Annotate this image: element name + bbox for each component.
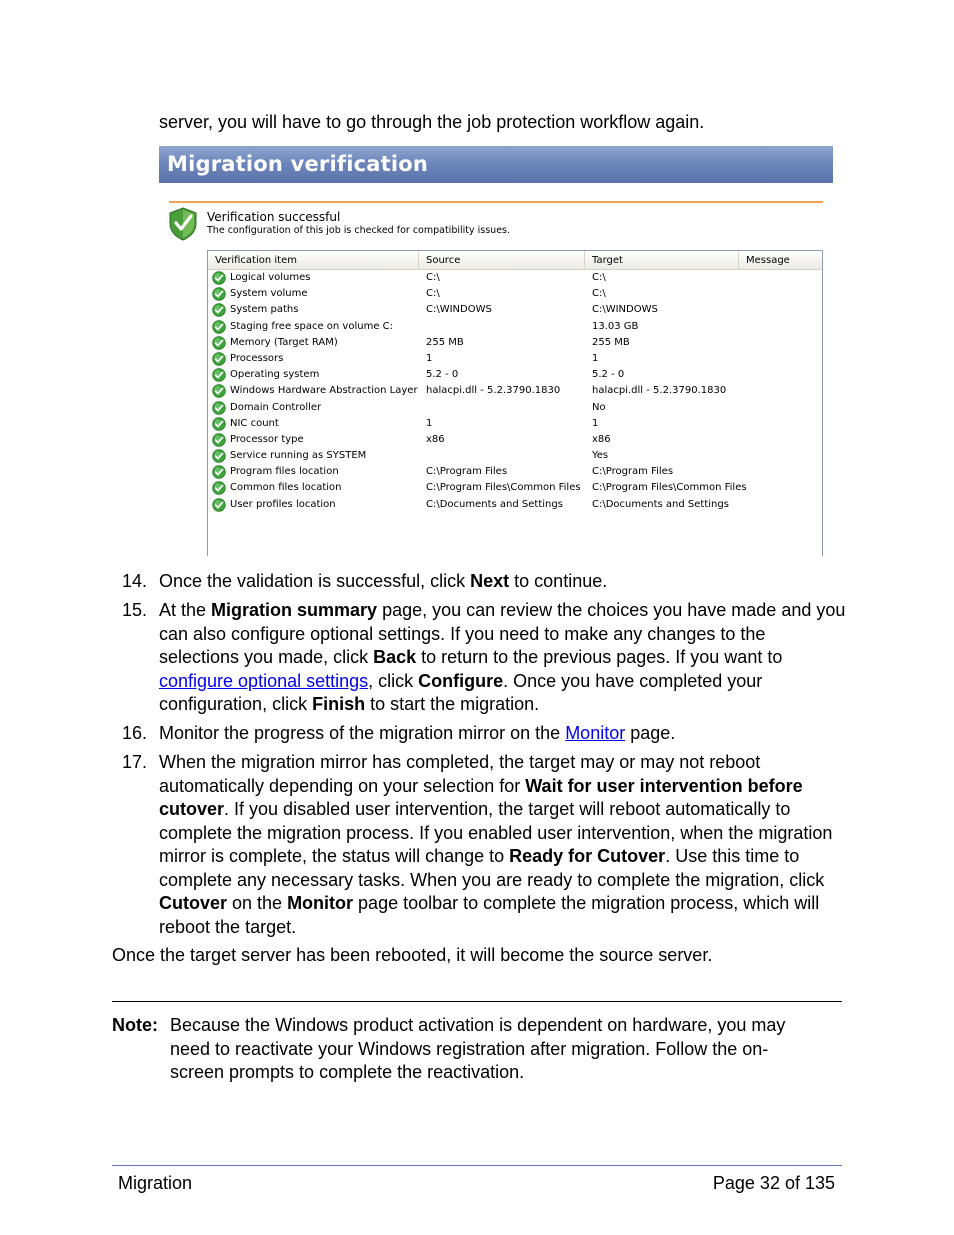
- note-text: Because the Windows product activation is dependent on hardware, you may need to reactivate your Windows registration after migration. Follow the on-screen prompts to complete the reactivation.: [170, 1015, 786, 1082]
- source-cell: C:\: [426, 288, 440, 300]
- source-cell: C:\Program Files\Common Files: [426, 482, 581, 494]
- list-item[interactable]: [208, 432, 822, 448]
- footer-page-number: Page 32 of 135: [712, 1173, 835, 1193]
- verification-item-cell: Logical volumes: [230, 272, 311, 283]
- source-cell: C:\Program Files: [426, 466, 508, 478]
- step-text: page, you can review the choices you have made and you can also configure optional settings. If you need to make any changes to the selections you made, click: [159, 600, 846, 667]
- list-item[interactable]: [208, 464, 822, 480]
- check-circle-icon: [212, 303, 226, 317]
- footer-section-title: Migration: [118, 1173, 193, 1193]
- step-16: [159, 722, 849, 746]
- step-number: 15.: [122, 600, 148, 620]
- verification-item-cell: Operating system: [230, 369, 320, 381]
- bold-term: Migration summary: [211, 600, 378, 620]
- step-text: to start the migration.: [365, 694, 540, 714]
- check-circle-icon: [212, 271, 226, 285]
- source-cell: halacpi.dll - 5.2.3790.1830: [426, 385, 561, 397]
- target-cell: C:\Documents and Settings: [592, 498, 729, 510]
- verification-status-title: Verification successful: [207, 210, 341, 224]
- bold-term: Ready for Cutover: [509, 846, 666, 866]
- target-cell: halacpi.dll - 5.2.3790.1830: [592, 385, 727, 397]
- source-cell: C:\Documents and Settings: [426, 498, 563, 510]
- step-text: . Use this time to complete any necessary tasks. When you are ready to complete the migration, click: [159, 846, 825, 890]
- step-text: At the: [159, 600, 212, 620]
- list-header: [208, 251, 822, 270]
- column-header-verification-item[interactable]: Verification item: [208, 251, 419, 269]
- bold-term: Cutover: [159, 893, 228, 913]
- list-item[interactable]: [208, 351, 822, 367]
- bold-term: Monitor: [287, 893, 354, 913]
- check-circle-icon: [212, 498, 226, 512]
- target-cell: 1: [592, 417, 599, 429]
- monitor-link[interactable]: Monitor: [565, 723, 626, 743]
- target-cell: x86: [592, 433, 611, 445]
- check-circle-icon: [212, 352, 226, 366]
- step-text: Monitor the progress of the migration mirror on the: [159, 723, 566, 743]
- step-text: page toolbar to complete the migration process, which will reboot the target.: [159, 893, 820, 937]
- list-item[interactable]: [208, 302, 822, 318]
- step-text: . If you disabled user intervention, the target will reboot automatically to complete the migration process. If you enabled user intervention, when the migration mirror is complete, the status will change to: [159, 799, 833, 866]
- check-circle-icon: [212, 384, 226, 398]
- verification-list[interactable]: [207, 250, 823, 556]
- screenshot-title: Migration verification: [159, 146, 833, 183]
- target-cell: C:\Program Files\Common Files: [592, 482, 747, 494]
- target-cell: C:\: [592, 272, 606, 283]
- source-cell: 5.2 - 0: [426, 369, 459, 381]
- step-number: 16.: [122, 723, 148, 743]
- step-14: [159, 570, 849, 594]
- step-text: on the: [227, 893, 288, 913]
- verification-item-cell: Program files location: [230, 466, 339, 478]
- target-cell: C:\: [592, 288, 606, 300]
- step-text: to return to the previous pages. If you want to: [416, 647, 783, 667]
- verification-item-cell: Memory (Target RAM): [230, 336, 338, 348]
- bold-term: Configure: [418, 670, 504, 691]
- list-item[interactable]: [208, 286, 822, 302]
- verification-item-cell: Common files location: [230, 482, 342, 494]
- note-label: Note:: [112, 1015, 158, 1035]
- step-17: [159, 751, 849, 939]
- check-circle-icon: [212, 401, 226, 415]
- source-cell: 1: [426, 417, 433, 429]
- bold-term: Next: [470, 571, 510, 591]
- intro-paragraph: server, you will have to go through the job protection workflow again.: [159, 112, 705, 132]
- step-text: . Once you have completed your configuration, click: [159, 670, 763, 714]
- closing-paragraph: Once the target server has been rebooted, it will become the source server.: [112, 945, 713, 965]
- target-cell: Yes: [592, 450, 609, 462]
- step-text: , click: [368, 670, 419, 691]
- list-item[interactable]: [208, 383, 822, 399]
- verification-item-cell: Domain Controller: [230, 401, 322, 413]
- source-cell: C:\: [426, 272, 440, 283]
- bold-term: Finish: [312, 694, 366, 714]
- target-cell: No: [592, 401, 606, 413]
- target-cell: 13.03 GB: [592, 320, 639, 332]
- source-cell: 1: [426, 352, 433, 364]
- bold-term: Wait for user intervention before cutover: [159, 775, 803, 819]
- target-cell: 255 MB: [592, 336, 630, 348]
- footer-divider: [112, 1165, 842, 1166]
- verification-item-cell: System paths: [230, 304, 299, 316]
- step-text: to continue.: [509, 571, 608, 591]
- check-circle-icon: [212, 368, 226, 382]
- bold-term: Back: [373, 647, 417, 667]
- note-divider: [112, 1001, 842, 1002]
- target-cell: C:\Program Files: [592, 466, 674, 478]
- migration-verification-screenshot: [159, 146, 833, 556]
- list-rows: [208, 270, 822, 513]
- list-item[interactable]: [208, 367, 822, 383]
- step-number: 17.: [122, 752, 148, 772]
- check-circle-icon: [212, 449, 226, 463]
- verification-item-cell: Service running as SYSTEM: [230, 450, 367, 462]
- source-cell: C:\WINDOWS: [426, 304, 492, 316]
- verification-item-cell: Staging free space on volume C:: [230, 320, 394, 332]
- check-circle-icon: [212, 417, 226, 431]
- accent-rule: [169, 201, 823, 203]
- step-text: When the migration mirror has completed, the target may or may not reboot automatically depending on your selection for: [159, 752, 761, 796]
- check-circle-icon: [212, 320, 226, 334]
- list-item[interactable]: [208, 319, 822, 335]
- verification-item-cell: User profiles location: [230, 498, 336, 510]
- target-cell: C:\WINDOWS: [592, 304, 658, 316]
- list-item[interactable]: [208, 480, 822, 496]
- step-text: page.: [625, 723, 676, 743]
- step-text: Once the validation is successful, click: [159, 571, 471, 591]
- verification-item-cell: Processors: [230, 352, 284, 364]
- configure-optional-settings-link[interactable]: configure optional settings: [159, 670, 369, 691]
- list-item[interactable]: [208, 497, 822, 513]
- check-circle-icon: [212, 336, 226, 350]
- list-item[interactable]: [208, 416, 822, 432]
- verification-status-subtitle: The configuration of this job is checked for compatibility issues.: [207, 225, 511, 236]
- column-header-source[interactable]: Source: [419, 251, 585, 269]
- check-circle-icon: [212, 433, 226, 447]
- check-circle-icon: [212, 465, 226, 479]
- check-circle-icon: [212, 481, 226, 495]
- list-item[interactable]: [208, 270, 822, 286]
- step-15: [159, 599, 849, 717]
- verification-item-cell: NIC count: [230, 417, 279, 429]
- step-number: 14.: [122, 571, 148, 591]
- source-cell: x86: [426, 433, 445, 445]
- column-header-message[interactable]: Message: [746, 255, 790, 266]
- target-cell: 5.2 - 0: [592, 369, 625, 381]
- list-item[interactable]: [208, 400, 822, 416]
- verification-item-cell: Processor type: [230, 433, 304, 445]
- source-cell: 255 MB: [426, 336, 464, 348]
- verification-item-cell: Windows Hardware Abstraction Layer: [230, 385, 418, 397]
- column-header-target[interactable]: Target: [585, 251, 739, 269]
- check-circle-icon: [212, 287, 226, 301]
- verification-item-cell: System volume: [230, 288, 308, 300]
- shield-check-icon: [169, 207, 197, 241]
- list-item[interactable]: [208, 448, 822, 464]
- target-cell: 1: [592, 352, 599, 364]
- list-item[interactable]: [208, 335, 822, 351]
